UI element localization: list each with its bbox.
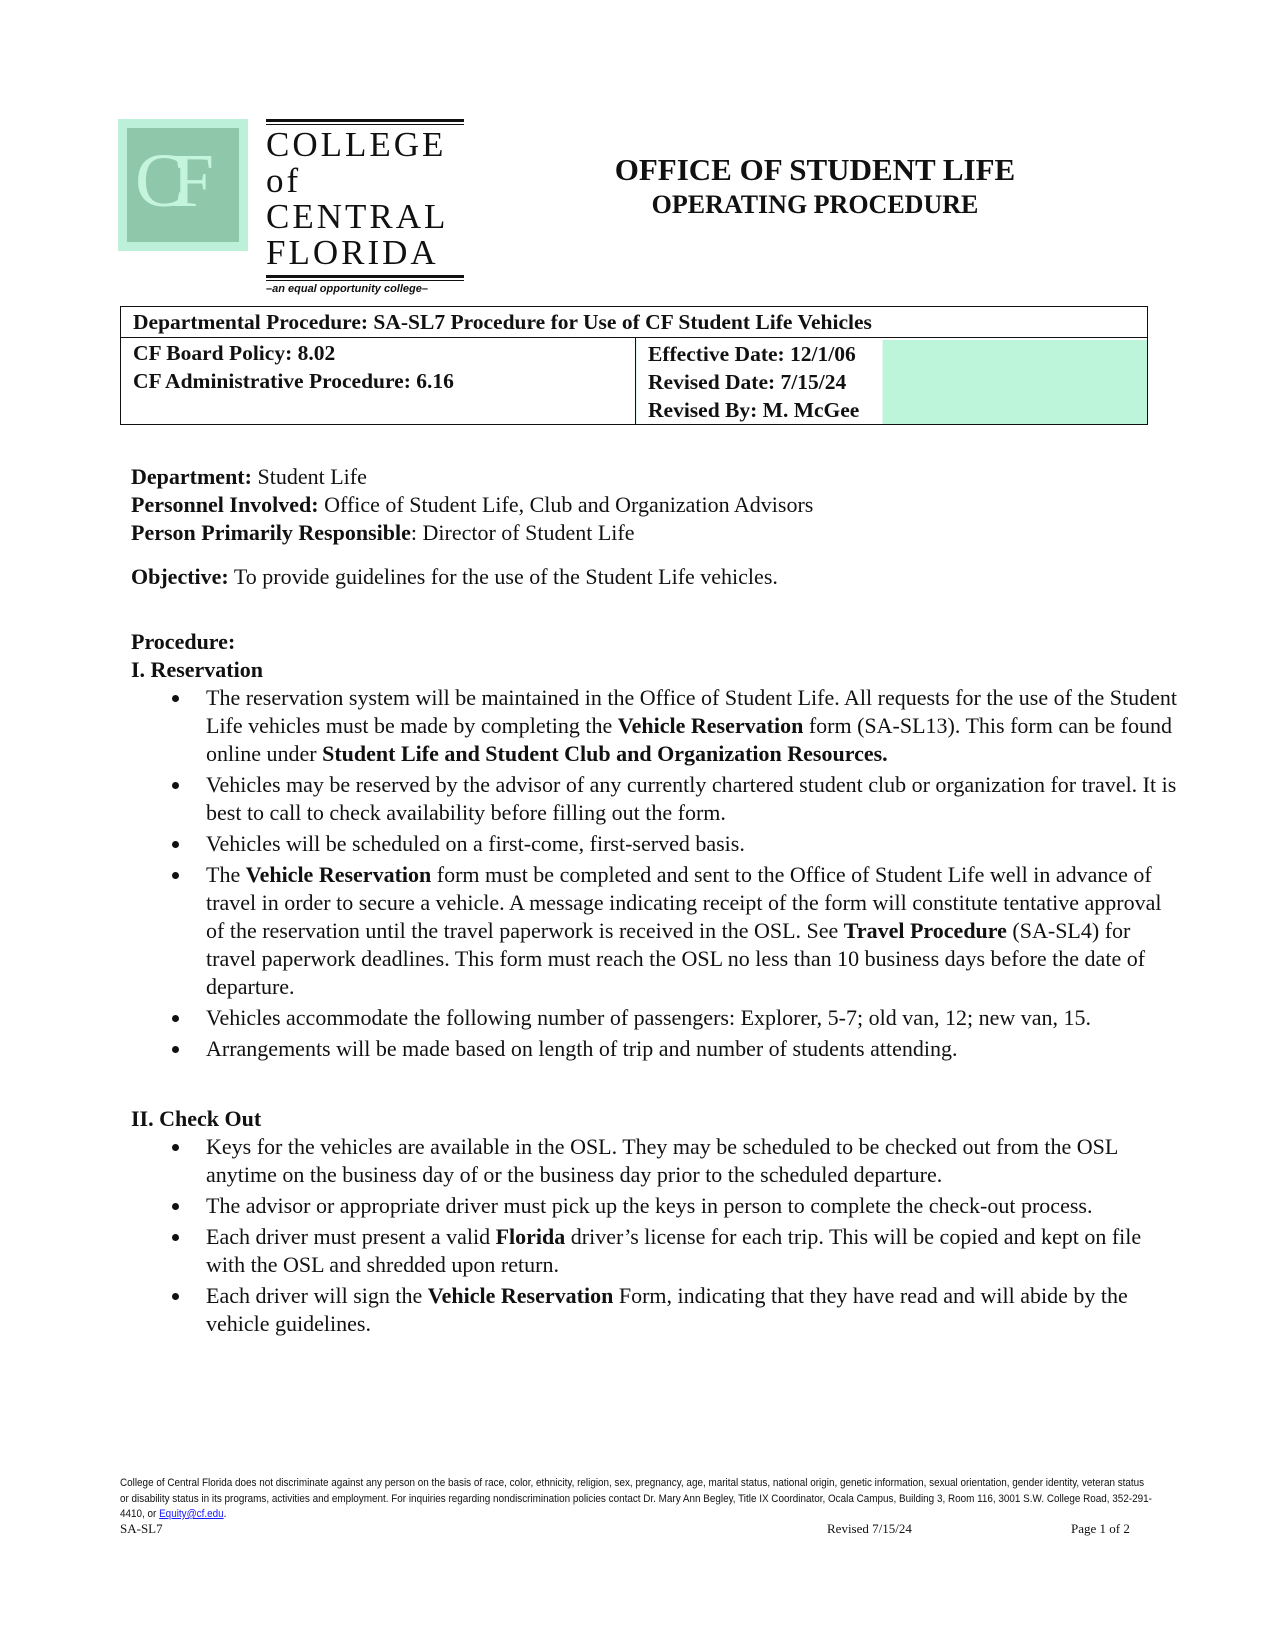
section-2-list [131, 1133, 1181, 1338]
objective-field [131, 563, 1181, 591]
list-item: Vehicles will be scheduled on a first-come, first-served basis. [206, 830, 1181, 858]
college-logo-text [266, 119, 464, 295]
personnel-value: Office of Student Life, Club and Organization Advisors [318, 492, 814, 517]
list-item: Each driver will sign the Vehicle Reservation Form, indicating that they have read and will abide by the vehicle guidelines. [206, 1282, 1181, 1338]
nondiscrimination-notice: College of Central Florida does not discriminate against any person on the basis of race, color, ethnicity, religion, sex, pregnancy, age, marital status, national origin, genetic information, sexual orientation, gender identity, veteran status or disability status in its programs, activities and employment. For inquiries regarding nondiscrimination policies contact Dr. Mary Ann Begley, Title IX Coordinator, Ocala Campus, Building 3, Room 116, 3001 S.W. College Road, 352-291-4410, or Equity@cf.edu. [120, 1477, 1152, 1520]
list-item: Vehicles accommodate the following number of passengers: Explorer, 5-7; old van, 12; new van, 15. [206, 1004, 1181, 1032]
page-subtitle: OPERATING PROCEDURE [651, 190, 979, 219]
personnel-label: Personnel Involved: [131, 492, 319, 517]
section-1-heading-text: I. Reservation [131, 657, 263, 682]
revised-by: Revised By: M. McGee [648, 398, 860, 422]
logo-line-2: CENTRAL [266, 197, 449, 236]
objective-label: Objective: [131, 564, 229, 589]
list-item: Vehicles may be reserved by the advisor of any currently chartered student club or organization for travel. It is best to call to check availability before filling out the form. [206, 771, 1181, 827]
equity-email-link[interactable]: Equity@cf.edu [159, 1508, 224, 1520]
revised-date: Revised Date: 7/15/24 [648, 370, 847, 394]
logo-monogram: CF [135, 139, 200, 223]
logo-tagline: –an equal opportunity college– [266, 283, 428, 295]
document-body [131, 463, 1181, 1341]
procedure-info-table [120, 306, 1148, 425]
procedure-heading [131, 628, 1181, 656]
list-item: The Vehicle Reservation form must be completed and sent to the Office of Student Life well in advance of travel in order to secure a vehicle. A message indicating receipt of the form will constitute tentative approval of the reservation until the travel paperwork is received in the OSL. See Travel Procedure (SA-SL4) for travel paperwork deadlines. This form must reach the OSL no less than 10 business days before the date of departure. [206, 861, 1181, 1001]
responsible-value: : Director of Student Life [410, 520, 635, 545]
department-field [131, 463, 1181, 491]
objective-value: To provide guidelines for the use of the Student Life vehicles. [228, 564, 778, 589]
procedure-name: Departmental Procedure: SA-SL7 Procedure for Use of CF Student Life Vehicles [121, 307, 1148, 338]
cf-logo-mark [118, 119, 248, 251]
personnel-field [131, 491, 1181, 519]
responsible-label: Person Primarily Responsible [131, 520, 411, 545]
list-item: Each driver must present a valid Florida driver’s license for each trip. This will be copied and kept on file with the OSL and shredded upon return. [206, 1223, 1181, 1279]
admin-procedure: CF Administrative Procedure: 6.16 [133, 369, 454, 393]
section-2-heading-text: II. Check Out [131, 1106, 262, 1131]
list-item: Keys for the vehicles are available in the OSL. They may be scheduled to be checked out from the OSL anytime on the business day of or the business day prior to the scheduled departure. [206, 1133, 1181, 1189]
page-number: Page 1 of 2 [1071, 1521, 1130, 1536]
section-1-list [131, 684, 1181, 1063]
department-value: Student Life [251, 464, 367, 489]
responsible-field [131, 519, 1181, 547]
logo-line-3: FLORIDA [266, 233, 439, 272]
section-2-heading [131, 1105, 1181, 1133]
section-1-heading [131, 656, 1181, 684]
list-item: Arrangements will be made based on length of trip and number of students attending. [206, 1035, 1181, 1063]
list-item: The reservation system will be maintained in the Office of Student Life. All requests for the use of the Student Life vehicles must be made by completing the Vehicle Reservation form (SA-SL13). This form can be found online under Student Life and Student Club and Organization Resources. [206, 684, 1181, 768]
footer-revised: Revised 7/15/24 [827, 1521, 912, 1536]
procedure-heading-text: Procedure: [131, 629, 236, 654]
doc-id: SA-SL7 [120, 1521, 163, 1536]
list-item: The advisor or appropriate driver must pick up the keys in person to complete the check-out process. [206, 1192, 1181, 1220]
effective-date: Effective Date: 12/1/06 [648, 342, 856, 366]
department-label: Department: [131, 464, 252, 489]
page-title: OFFICE OF STUDENT LIFE [614, 152, 1016, 187]
board-policy: CF Board Policy: 8.02 [133, 341, 336, 365]
logo-line-1: COLLEGE of [266, 125, 447, 200]
